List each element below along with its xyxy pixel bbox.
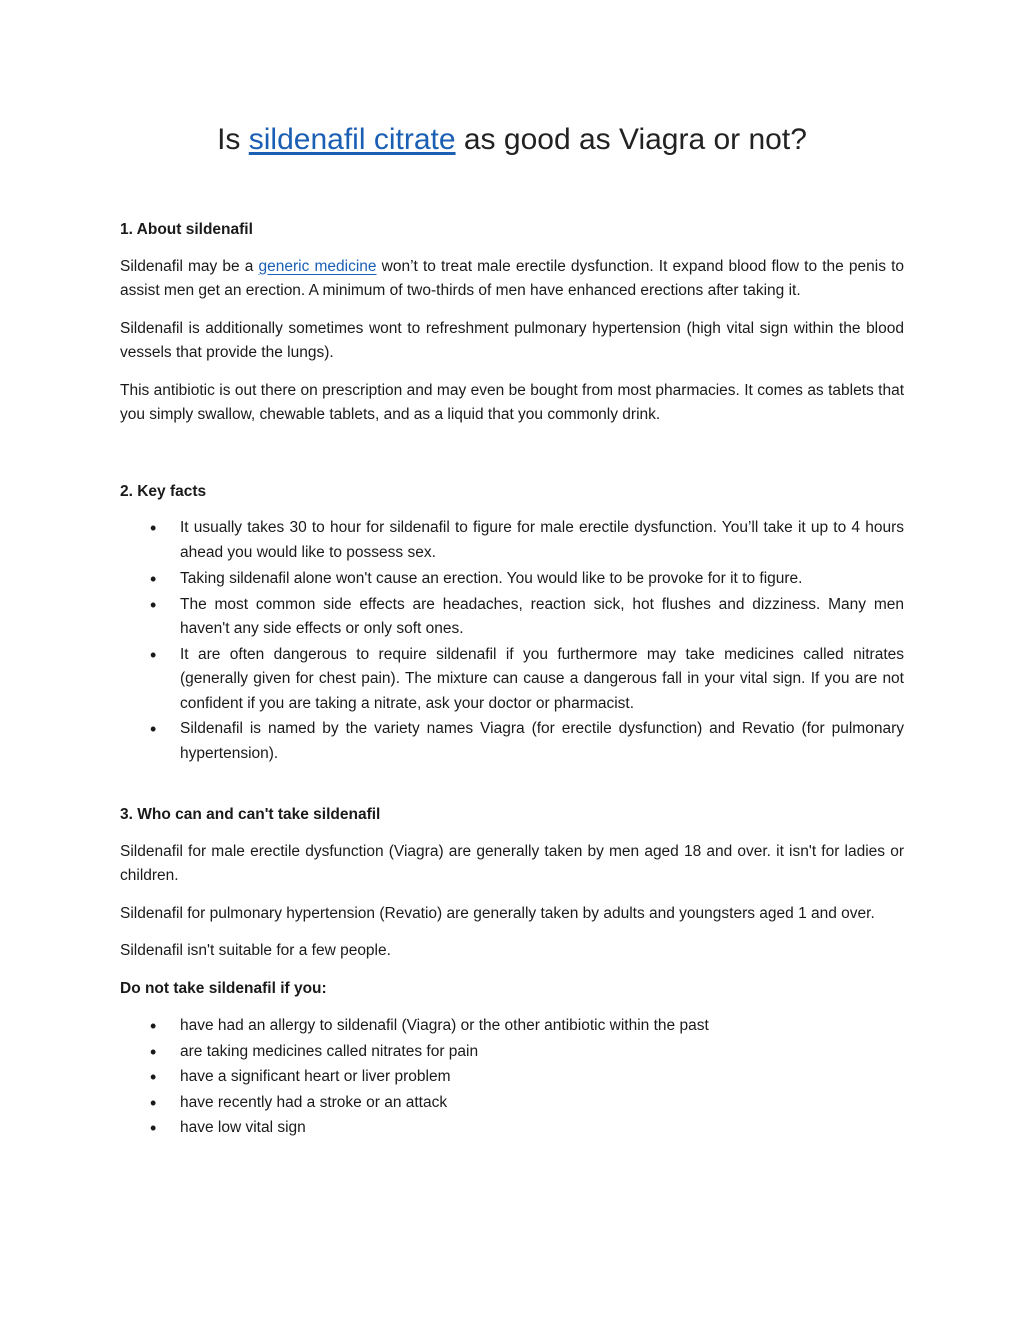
title-link[interactable]: sildenafil citrate [248,123,456,156]
list-item: • Taking sildenafil alone won't cause an erection. You would like to be provoke for it to figure. [120,567,904,592]
list-item: • Sildenafil is named by the variety names Viagra (for erectile dysfunction) and Revatio (for pulmonary hypertension). [120,717,904,766]
list-item: • have a significant heart or liver problem [120,1065,904,1090]
about-p1-after: won’t to treat male erectile dysfunction. It expand blood flow to the penis to assist men get an erection. A minimum of two-thirds of men have enhanced erections after taking it. [120,257,904,299]
title-suffix: as good as Viagra or not? [455,123,807,156]
list-item: • have low vital sign [120,1116,904,1141]
section-heading-key-facts: 2. Key facts [120,482,207,500]
list-item: • have had an allergy to sildenafil (Viagra) or the other antibiotic within the past [120,1014,904,1039]
document-body [120,218,904,1141]
list-item: • It usually takes 30 to hour for sildenafil to figure for male erectile dysfunction. You’ll take it up to 4 hours ahead you would like to possess sex. [120,516,904,565]
list-item: • are taking medicines called nitrates for pain [120,1040,904,1065]
about-p1-before: Sildenafil may be a [120,257,259,275]
do-not-take-heading: Do not take sildenafil if you: [120,979,327,997]
section-heading-about: 1. About sildenafil [120,221,253,238]
about-paragraph-2: Sildenafil is additionally sometimes wont to refreshment pulmonary hypertension (high vital sign within the blood vessels that provide the lungs). [120,319,904,361]
about-paragraph-3: This antibiotic is out there on prescription and may even be bought from most pharmacies. It comes as tablets that you simply swallow, chewable tablets, and as a liquid that you commonly drink. [120,381,904,423]
title-prefix: Is [217,123,249,156]
who-paragraph-2: Sildenafil for pulmonary hypertension (Revatio) are generally taken by adults and youngsters aged 1 and over. [120,904,875,922]
about-paragraph-1 [120,255,904,304]
list-item: • The most common side effects are headaches, reaction sick, hot flushes and dizziness. Many men haven't any side effects or only soft ones. [120,593,904,642]
section-heading-who-can-take: 3. Who can and can't take sildenafil [120,806,381,823]
do-not-take-list [120,1014,904,1141]
page-title [0,118,1024,162]
key-facts-list [120,516,904,766]
who-paragraph-3: Sildenafil isn't suitable for a few people. [120,942,391,959]
list-item: • have recently had a stroke or an attack [120,1091,904,1116]
list-item: • It are often dangerous to require sildenafil if you furthermore may take medicines called nitrates (generally given for chest pain). The mixture can cause a dangerous fall in your vital sign. If you are not confident if you are taking a nitrate, ask your doctor or pharmacist. [120,643,904,717]
who-paragraph-1: Sildenafil for male erectile dysfunction (Viagra) are generally taken by men aged 18 and over. it isn't for ladies or children. [120,842,904,884]
generic-medicine-link[interactable]: generic medicine [258,257,377,275]
